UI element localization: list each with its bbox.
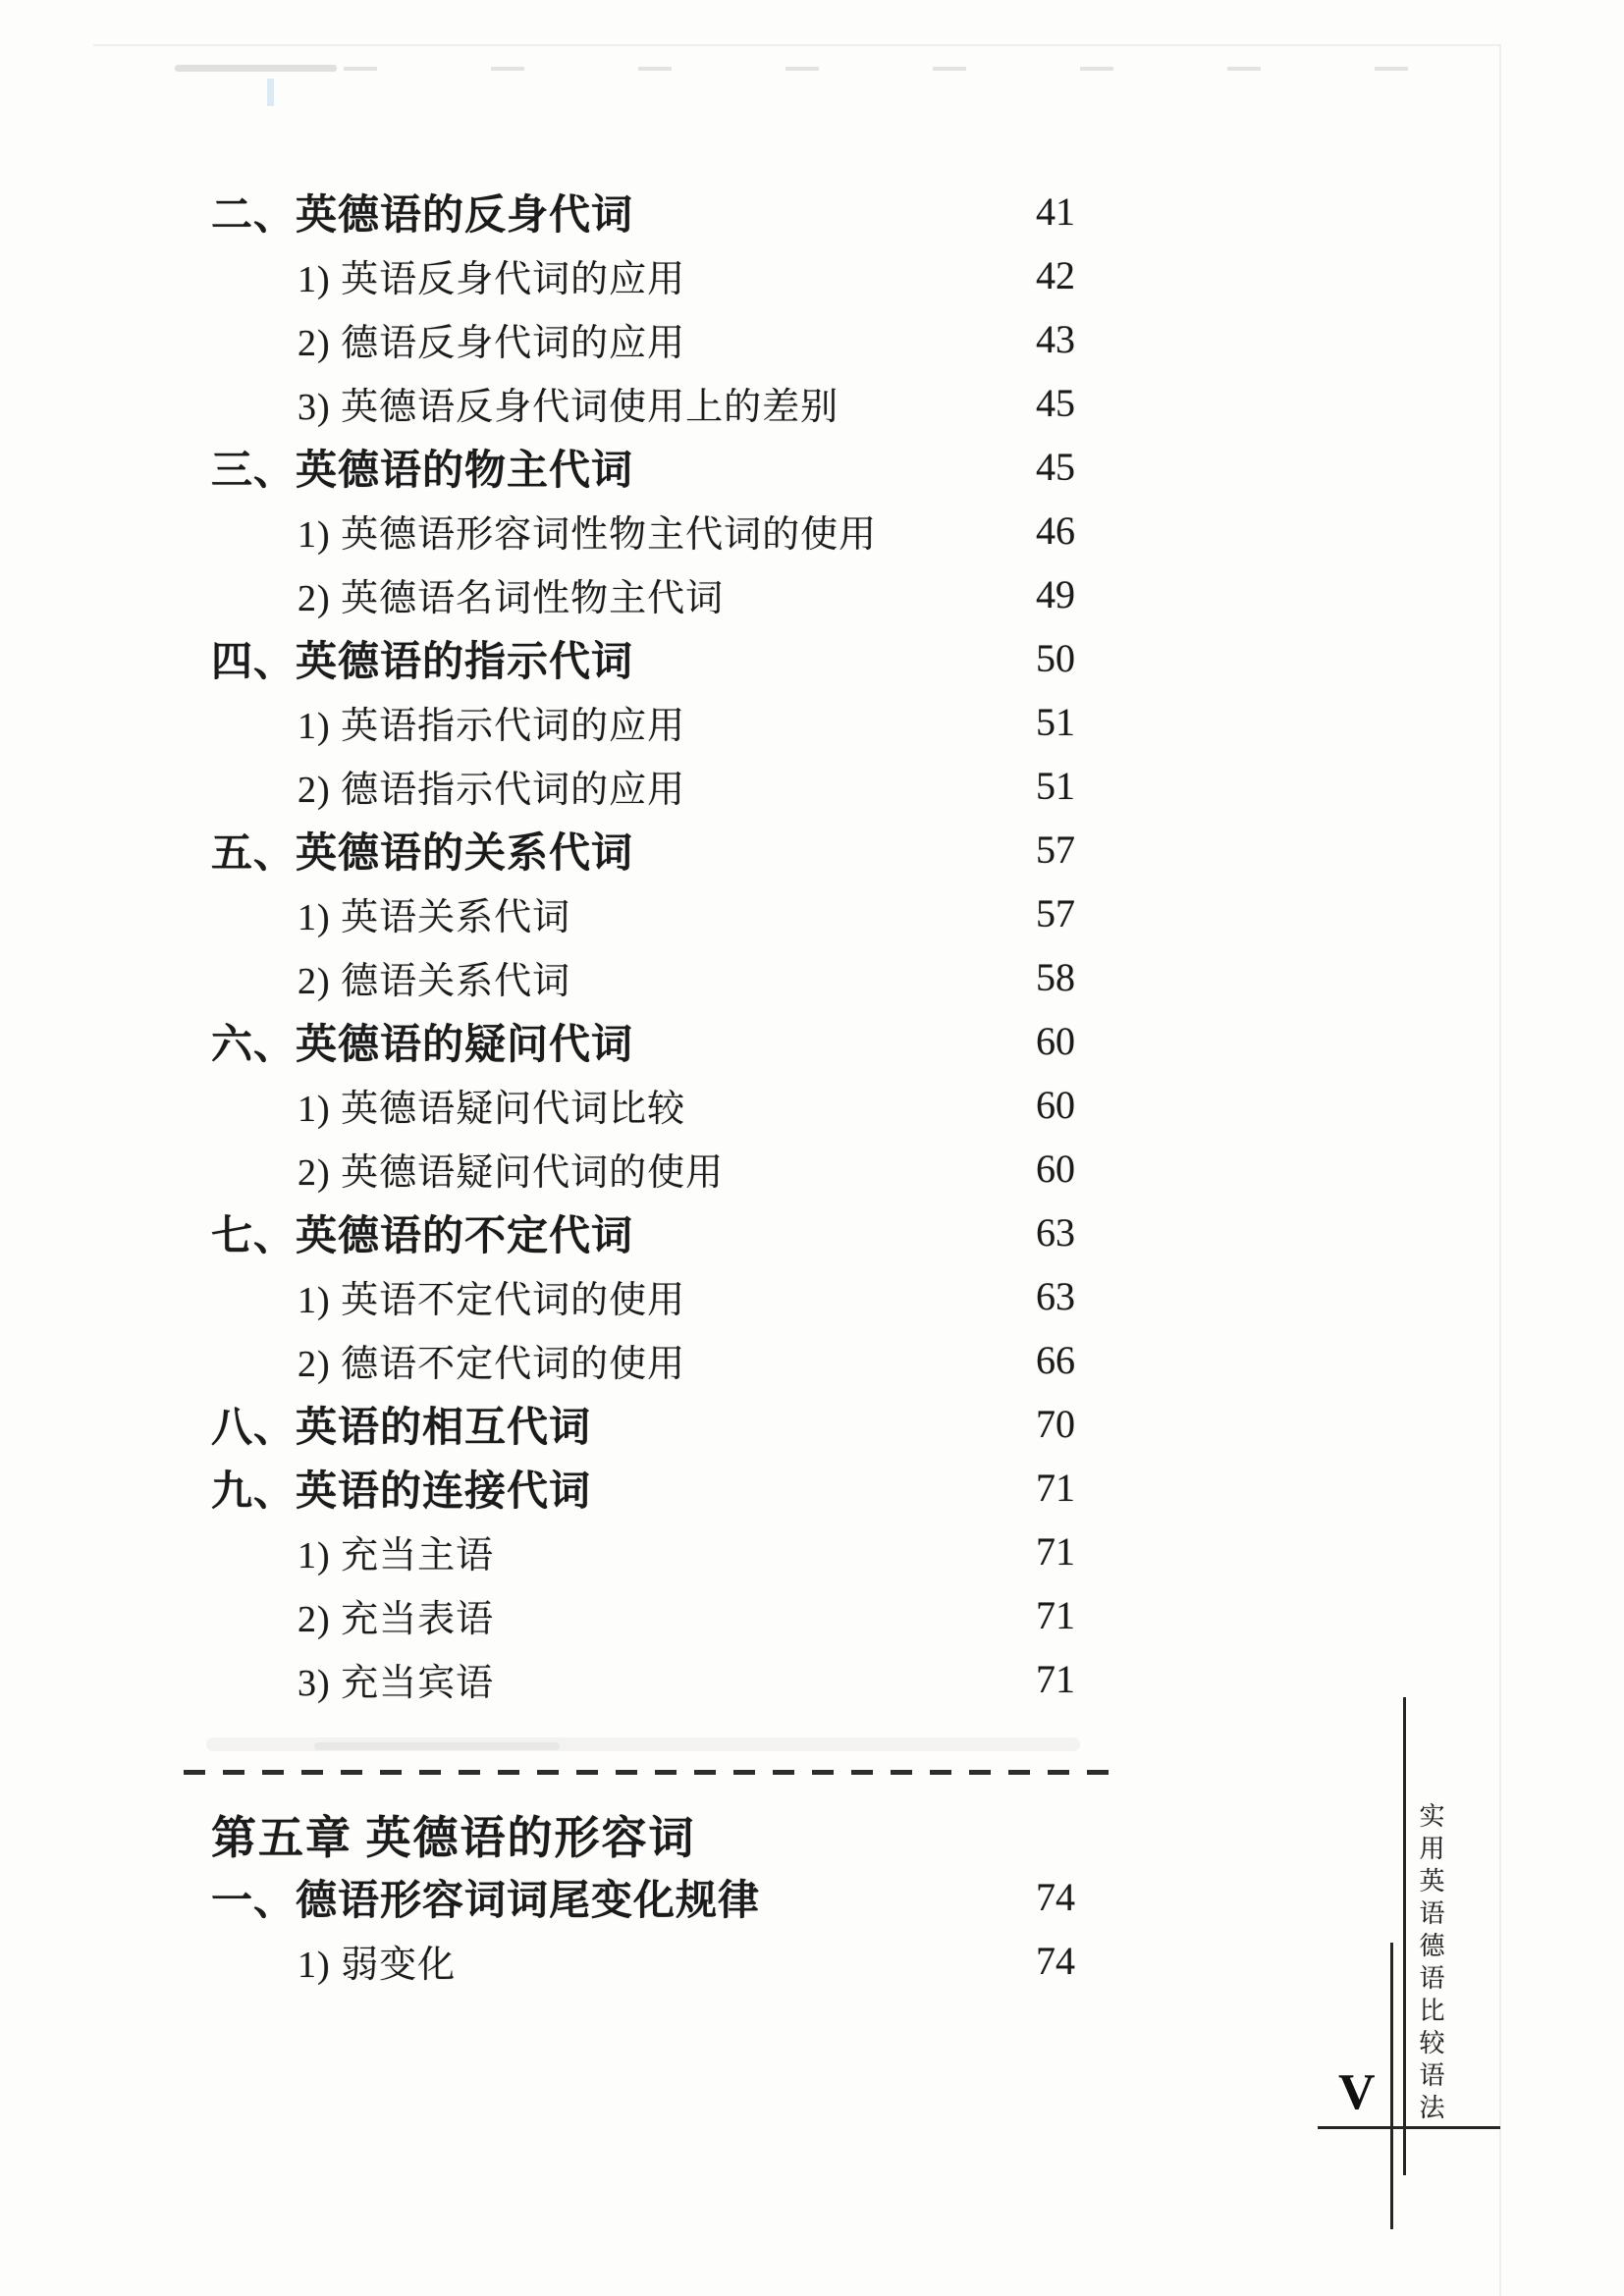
toc-entry-label: 五、英德语的关系代词 <box>211 830 634 877</box>
chapter-heading-row <box>211 1804 1075 1865</box>
toc-entry-page-number: 42 <box>1036 253 1075 297</box>
toc-row <box>211 1009 1075 1073</box>
toc-entry-page-number: 51 <box>1036 700 1075 744</box>
toc-row <box>211 1520 1075 1583</box>
toc-entry-label: 1) 英语指示代词的应用 <box>298 706 686 747</box>
toc-entry-page-number: 58 <box>1036 955 1075 999</box>
toc-entry-label: 八、英语的相互代词 <box>211 1405 592 1451</box>
dashed-divider <box>184 1770 1126 1775</box>
toc-row <box>211 1583 1075 1647</box>
toc-row <box>211 1865 1075 1929</box>
toc-entry-label: 1) 弱变化 <box>298 1945 457 1986</box>
toc-entry-page-number: 45 <box>1036 445 1075 489</box>
toc-row <box>211 626 1075 690</box>
toc-entry-page-number: 71 <box>1036 1593 1075 1637</box>
toc-entry-label: 三、英德语的物主代词 <box>211 448 634 494</box>
toc-row <box>211 1137 1075 1201</box>
toc-entry-page-number: 63 <box>1036 1274 1075 1318</box>
toc-entry-page-number: 71 <box>1036 1466 1075 1510</box>
toc-entry-label: 1) 英语反身代词的应用 <box>298 259 686 300</box>
toc-entry-page-number: 66 <box>1036 1338 1075 1382</box>
toc-entry-label: 1) 英德语形容词性物主代词的使用 <box>298 514 878 556</box>
toc-entry-page-number: 41 <box>1036 189 1075 234</box>
toc-entry-label: 六、英德语的疑问代词 <box>211 1022 634 1068</box>
page-edge-vertical-line <box>1499 44 1501 2296</box>
sidebar-rule-inner <box>1390 1943 1393 2229</box>
toc-row <box>211 690 1075 754</box>
toc-entry-label: 1) 英语关系代词 <box>298 897 571 938</box>
toc-entry-page-number: 71 <box>1036 1529 1075 1574</box>
toc-row <box>211 1392 1075 1456</box>
toc-row <box>211 881 1075 945</box>
toc-entry-page-number: 50 <box>1036 636 1075 680</box>
toc-entry-label: 二、英德语的反身代词 <box>211 192 634 239</box>
toc-entry-label: 2) 充当表语 <box>298 1599 495 1640</box>
toc-entry-page-number: 57 <box>1036 828 1075 872</box>
page-number-roman: V <box>1338 2064 1376 2120</box>
toc-entry-label: 四、英德语的指示代词 <box>211 639 634 685</box>
scan-artifact-smudge <box>175 65 337 72</box>
toc-entry-label: 2) 德语反身代词的应用 <box>298 323 686 364</box>
toc-row <box>211 371 1075 435</box>
toc-entry-label: 2) 德语关系代词 <box>298 961 571 1002</box>
toc-entry-page-number: 74 <box>1036 1875 1075 1919</box>
toc-row <box>211 1201 1075 1264</box>
toc-entry-page-number: 43 <box>1036 317 1075 361</box>
sidebar-rule-outer <box>1403 1697 1406 2175</box>
toc-entry-page-number: 46 <box>1036 508 1075 553</box>
toc-entry-label: 九、英语的连接代词 <box>211 1468 592 1515</box>
toc-entry-label: 3) 充当宾语 <box>298 1663 495 1704</box>
toc-list <box>211 180 1075 1993</box>
toc-row <box>211 562 1075 626</box>
scan-artifact-blue-mark <box>267 79 274 106</box>
toc-row <box>211 945 1075 1009</box>
toc-row <box>211 1929 1075 1993</box>
toc-entry-page-number: 60 <box>1036 1083 1075 1127</box>
toc-entry-label: 一、德语形容词词尾变化规律 <box>211 1878 761 1924</box>
toc-entry-page-number: 63 <box>1036 1210 1075 1255</box>
toc-entry-page-number: 57 <box>1036 891 1075 935</box>
toc-entry-page-number: 74 <box>1036 1939 1075 1983</box>
toc-entry-page-number: 71 <box>1036 1657 1075 1701</box>
page-edge-horizontal-line <box>93 44 1500 46</box>
sidebar-rule-horizontal <box>1318 2126 1500 2129</box>
toc-entry-page-number: 70 <box>1036 1402 1075 1446</box>
toc-row <box>211 180 1075 243</box>
toc-entry-page-number: 60 <box>1036 1019 1075 1063</box>
toc-row <box>211 818 1075 881</box>
toc-entry-label: 2) 英德语名词性物主代词 <box>298 578 725 619</box>
toc-entry-label: 3) 英德语反身代词使用上的差别 <box>298 387 839 428</box>
chapter-heading: 第五章 英德语的形容词 <box>211 1813 696 1863</box>
toc-row <box>211 499 1075 562</box>
toc-entry-label: 1) 英德语疑问代词比较 <box>298 1089 686 1130</box>
toc-entry-page-number: 51 <box>1036 764 1075 808</box>
toc-row <box>211 754 1075 818</box>
toc-row <box>211 1647 1075 1711</box>
toc-entry-label: 2) 德语不定代词的使用 <box>298 1344 686 1385</box>
toc-entry-page-number: 49 <box>1036 572 1075 616</box>
toc-row <box>211 435 1075 499</box>
toc-row <box>211 307 1075 371</box>
sidebar-book-title-vertical: 实用英语德语比较语法 <box>1416 1802 1444 2126</box>
toc-row <box>211 1073 1075 1137</box>
toc-row <box>211 1328 1075 1392</box>
toc-entry-page-number: 60 <box>1036 1147 1075 1191</box>
toc-row <box>211 1264 1075 1328</box>
toc-entry-label: 2) 英德语疑问代词的使用 <box>298 1152 725 1194</box>
toc-entry-label: 2) 德语指示代词的应用 <box>298 770 686 811</box>
toc-entry-label: 七、英德语的不定代词 <box>211 1213 634 1259</box>
scan-artifact-dashes <box>344 67 1434 71</box>
toc-entry-label: 1) 英语不定代词的使用 <box>298 1280 686 1321</box>
toc-row <box>211 243 1075 307</box>
toc-row <box>211 1456 1075 1520</box>
toc-entry-page-number: 45 <box>1036 381 1075 425</box>
toc-entry-label: 1) 充当主语 <box>298 1535 495 1576</box>
